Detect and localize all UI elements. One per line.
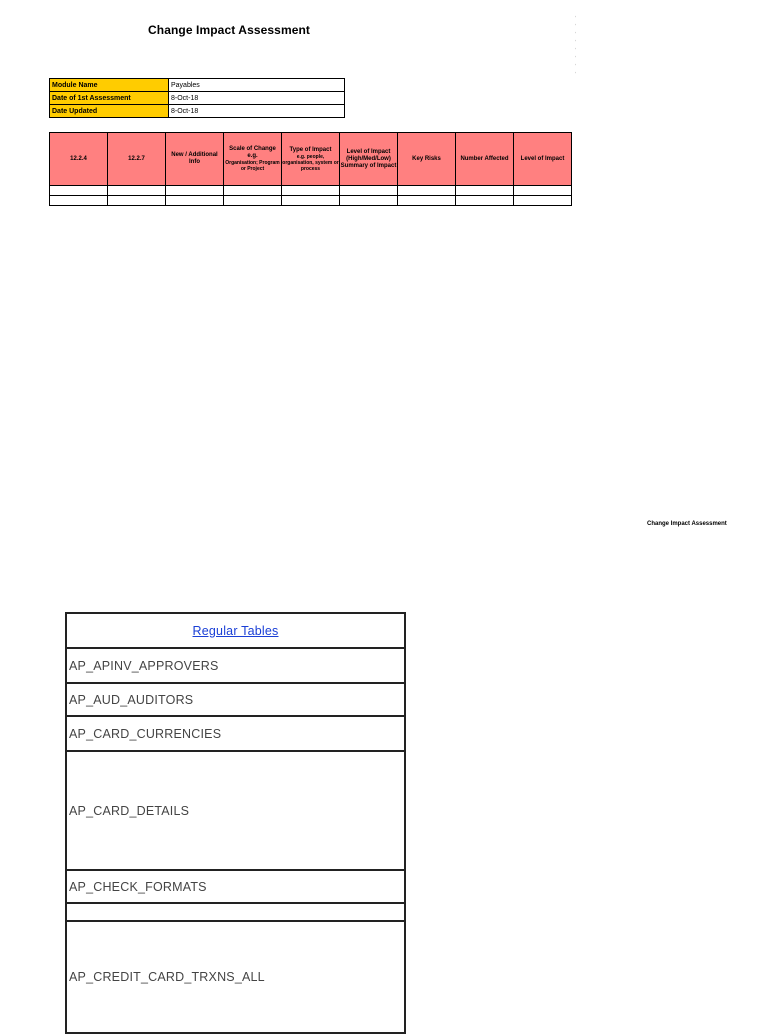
info-value-date-updated[interactable]: 8-Oct-18	[169, 105, 345, 118]
table-row: AP_CARD_DETAILS	[67, 752, 404, 871]
impact-cell[interactable]	[514, 196, 572, 206]
impact-cell[interactable]	[340, 196, 398, 206]
impact-table	[49, 132, 572, 206]
impact-cell[interactable]	[224, 196, 282, 206]
table-row: AP_AUD_AUDITORS	[67, 684, 404, 717]
margin-mark: ʻ	[575, 64, 577, 70]
header-label: 12.2.4	[70, 155, 87, 162]
impact-header	[224, 133, 282, 186]
impact-header	[514, 133, 572, 186]
impact-header-row	[50, 133, 572, 186]
impact-cell[interactable]	[166, 186, 224, 196]
regular-tables-link[interactable]: Regular Tables	[192, 623, 279, 638]
header-sublabel: Organisation; Program or Project	[225, 160, 280, 172]
impact-cell[interactable]	[108, 196, 166, 206]
margin-mark: ʻ	[575, 48, 577, 54]
impact-row	[50, 196, 572, 206]
margin-mark: ʻ	[575, 72, 577, 78]
info-key-first-assessment: Date of 1st Assessment	[50, 92, 169, 105]
margin-mark: ʻ	[575, 56, 577, 62]
header-label: Key Risks	[412, 155, 441, 162]
impact-row	[50, 186, 572, 196]
assessment-info-table	[49, 78, 345, 118]
info-value-first-assessment[interactable]: 8-Oct-18	[169, 92, 345, 105]
margin-mark: ʻ	[575, 16, 577, 22]
impact-cell[interactable]	[282, 196, 340, 206]
impact-cell[interactable]	[108, 186, 166, 196]
table-row: AP_APINV_APPROVERS	[67, 649, 404, 684]
header-label: Level of Impact (High/Med/Low) Summary of Impact	[340, 148, 397, 169]
impact-cell[interactable]	[340, 186, 398, 196]
impact-cell[interactable]	[456, 196, 514, 206]
impact-header	[398, 133, 456, 186]
regular-tables-header	[67, 614, 404, 649]
impact-cell[interactable]	[224, 186, 282, 196]
impact-cell[interactable]	[50, 196, 108, 206]
impact-cell[interactable]	[456, 186, 514, 196]
header-label: 12.2.7	[128, 155, 145, 162]
header-label: New / Additional Info	[171, 152, 218, 165]
impact-header	[340, 133, 398, 186]
info-row	[50, 92, 345, 105]
page-title: Change Impact Assessment	[148, 23, 311, 37]
impact-cell[interactable]	[166, 196, 224, 206]
impact-header	[456, 133, 514, 186]
table-row	[67, 904, 404, 922]
margin-mark: ʻ	[575, 32, 577, 38]
impact-cell[interactable]	[514, 186, 572, 196]
info-row	[50, 105, 345, 118]
header-label: Type of Impact	[289, 146, 332, 153]
header-label: Number Affected	[460, 155, 509, 162]
info-value-module[interactable]: Payables	[169, 79, 345, 92]
impact-cell[interactable]	[282, 186, 340, 196]
impact-header	[166, 133, 224, 186]
header-sublabel: e.g. people, organisation, system or process	[282, 153, 339, 172]
margin-mark: ʻ	[575, 24, 577, 30]
info-key-date-updated: Date Updated	[50, 105, 169, 118]
footer-label: Change Impact Assessment	[647, 521, 727, 527]
impact-header	[282, 133, 340, 186]
table-row: AP_CREDIT_CARD_TRXNS_ALL	[69, 970, 265, 984]
impact-cell[interactable]	[398, 196, 456, 206]
margin-mark: ʻ	[575, 40, 577, 46]
impact-cell[interactable]	[398, 186, 456, 196]
impact-header	[108, 133, 166, 186]
info-row	[50, 79, 345, 92]
regular-tables-list	[65, 612, 406, 1034]
impact-cell[interactable]	[50, 186, 108, 196]
table-row: AP_CARD_CURRENCIES	[67, 717, 404, 752]
margin-marks	[575, 16, 581, 79]
info-key-module: Module Name	[50, 79, 169, 92]
table-row: AP_CHECK_FORMATS	[67, 871, 404, 904]
impact-header	[50, 133, 108, 186]
header-label: Level of Impact	[520, 155, 565, 162]
header-label: Scale of Change e.g.	[229, 146, 276, 159]
